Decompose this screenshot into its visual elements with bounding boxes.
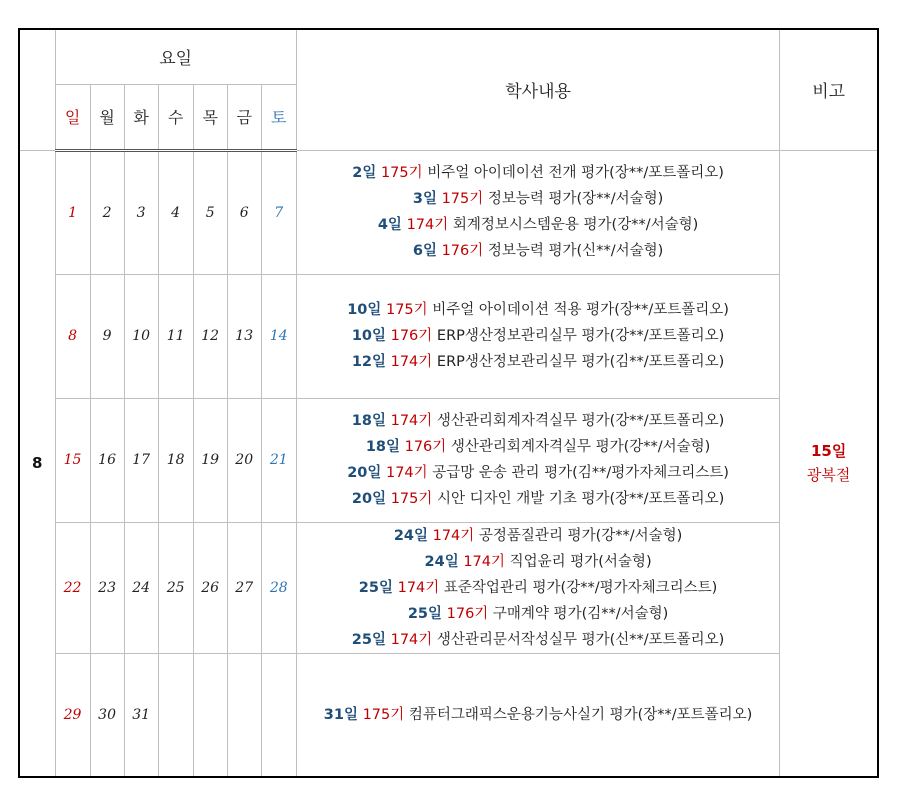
date-cell: 12 — [193, 274, 227, 398]
event-line — [297, 627, 780, 653]
weekday-fri: 금 — [227, 84, 261, 150]
event-day: 18일 — [365, 439, 400, 455]
event-line — [297, 549, 780, 575]
event-day: 10일 — [347, 302, 382, 318]
event-cohort: 175기 — [441, 191, 484, 207]
weekday-thu: 목 — [193, 84, 227, 150]
events-cell — [296, 522, 780, 653]
event-day: 24일 — [424, 553, 459, 570]
event-cohort: 176기 — [404, 439, 447, 455]
event-line — [297, 186, 780, 212]
date-cell: 30 — [90, 653, 124, 777]
remark-title: 비고 — [780, 29, 878, 150]
weekday-mon: 월 — [90, 84, 124, 150]
event-text: 공정품질관리 평가(강**/서술형) — [478, 527, 683, 544]
event-line — [297, 297, 780, 323]
event-cohort: 174기 — [390, 413, 433, 429]
event-line — [297, 212, 780, 238]
event-line — [297, 349, 780, 375]
date-cell: 8 — [55, 274, 90, 398]
weekday-title: 요일 — [55, 29, 296, 84]
events-cell — [296, 398, 780, 522]
date-cell: 10 — [124, 274, 158, 398]
date-cell: 16 — [90, 398, 124, 522]
event-cohort: 174기 — [390, 354, 433, 370]
event-cohort: 176기 — [441, 243, 484, 259]
week-row — [19, 150, 878, 274]
academic-calendar-table — [18, 28, 879, 778]
date-cell: 20 — [227, 398, 261, 522]
holiday-name: 광복절 — [806, 466, 851, 485]
header-row-top — [19, 29, 878, 84]
date-cell: 9 — [90, 274, 124, 398]
event-day: 6일 — [412, 243, 437, 259]
event-text: 표준작업관리 평가(강**/평가자체크리스트) — [443, 579, 718, 596]
event-text: 시안 디자인 개발 기초 평가(장**/포트폴리오) — [436, 491, 725, 507]
date-cell — [158, 653, 193, 777]
date-cell: 3 — [124, 150, 158, 274]
weeks-body — [19, 150, 878, 777]
date-cell: 17 — [124, 398, 158, 522]
event-text: 비주얼 아이데이션 전개 평가(장**/포트폴리오) — [427, 165, 724, 181]
date-cell: 4 — [158, 150, 193, 274]
event-cohort: 176기 — [446, 605, 489, 622]
event-day: 4일 — [377, 217, 402, 233]
weekday-sat: 토 — [261, 84, 296, 150]
event-day: 25일 — [351, 631, 386, 648]
event-text: 컴퓨터그래픽스운용기능사실기 평가(장**/포트폴리오) — [408, 706, 753, 723]
events-cell — [296, 274, 780, 398]
event-cohort: 174기 — [406, 217, 449, 233]
week-row — [19, 653, 878, 777]
event-day: 24일 — [393, 527, 428, 544]
date-cell: 22 — [55, 522, 90, 653]
week-row — [19, 274, 878, 398]
event-day: 31일 — [323, 706, 358, 723]
event-text: 생산관리문서작성실무 평가(신**/포트폴리오) — [436, 631, 725, 648]
event-day: 20일 — [351, 491, 387, 507]
remark-cell — [780, 150, 878, 777]
date-cell: 7 — [261, 150, 296, 274]
event-text: 직업윤리 평가(서술형) — [509, 553, 652, 570]
event-cohort: 175기 — [362, 706, 405, 723]
event-day: 20일 — [347, 465, 382, 481]
event-line — [297, 702, 780, 728]
weekday-sun: 일 — [55, 84, 90, 150]
date-cell: 25 — [158, 522, 193, 653]
events-cell — [296, 653, 780, 777]
event-day: 25일 — [407, 605, 443, 622]
event-text: 정보능력 평가(신**/서술형) — [487, 243, 664, 259]
holiday-date: 15일 — [810, 442, 847, 461]
event-text: ERP생산정보관리실무 평가(김**/포트폴리오) — [436, 354, 725, 370]
event-text: 회계정보시스템운용 평가(강**/서술형) — [452, 217, 699, 233]
event-text: 생산관리회계자격실무 평가(강**/포트폴리오) — [436, 413, 725, 429]
event-day: 2일 — [352, 165, 377, 181]
date-cell: 24 — [124, 522, 158, 653]
date-cell: 5 — [193, 150, 227, 274]
event-day: 12일 — [351, 354, 386, 370]
date-cell: 21 — [261, 398, 296, 522]
date-cell: 31 — [124, 653, 158, 777]
event-cohort: 175기 — [385, 302, 428, 318]
week-row — [19, 522, 878, 653]
date-cell: 27 — [227, 522, 261, 653]
date-cell: 26 — [193, 522, 227, 653]
weekday-wed: 수 — [158, 84, 193, 150]
event-text: 구매계약 평가(김**/서술형) — [492, 605, 669, 622]
event-cohort: 174기 — [390, 631, 433, 648]
date-cell: 6 — [227, 150, 261, 274]
content-title: 학사내용 — [296, 29, 780, 150]
event-line — [297, 460, 780, 486]
date-cell: 29 — [55, 653, 90, 777]
event-line — [297, 523, 780, 549]
event-cohort: 175기 — [380, 165, 423, 181]
date-cell: 1 — [55, 150, 90, 274]
date-cell: 28 — [261, 522, 296, 653]
event-day: 10일 — [351, 328, 386, 344]
event-text: 공급망 운송 관리 평가(김**/평가자체크리스트) — [432, 465, 729, 481]
event-text: 생산관리회계자격실무 평가(강**/서술형) — [450, 439, 711, 455]
event-line — [297, 434, 780, 460]
date-cell: 15 — [55, 398, 90, 522]
date-cell: 13 — [227, 274, 261, 398]
event-line — [297, 408, 780, 434]
event-cohort: 174기 — [397, 579, 440, 596]
event-line — [297, 323, 780, 349]
event-line — [297, 575, 780, 601]
event-line — [297, 160, 780, 186]
date-cell: 23 — [90, 522, 124, 653]
event-line — [297, 486, 780, 512]
events-cell — [296, 150, 780, 274]
date-cell — [261, 653, 296, 777]
date-cell: 19 — [193, 398, 227, 522]
event-day: 3일 — [412, 191, 437, 207]
event-cohort: 176기 — [390, 328, 433, 344]
event-cohort: 174기 — [432, 527, 475, 544]
event-text: 비주얼 아이데이션 적용 평가(장**/포트폴리오) — [432, 302, 729, 318]
event-day: 18일 — [351, 413, 386, 429]
event-text: ERP생산정보관리실무 평가(강**/포트폴리오) — [436, 328, 725, 344]
date-cell: 18 — [158, 398, 193, 522]
date-cell: 11 — [158, 274, 193, 398]
event-cohort: 174기 — [463, 553, 505, 570]
event-line — [297, 238, 780, 264]
date-cell — [227, 653, 261, 777]
month-number: 8 — [19, 150, 55, 777]
event-day: 25일 — [358, 579, 393, 596]
event-text: 정보능력 평가(장**/서술형) — [487, 191, 664, 207]
month-header-cell — [19, 29, 55, 150]
event-cohort: 175기 — [390, 491, 433, 507]
weekday-tue: 화 — [124, 84, 158, 150]
week-row — [19, 398, 878, 522]
event-cohort: 174기 — [385, 465, 428, 481]
date-cell: 14 — [261, 274, 296, 398]
date-cell — [193, 653, 227, 777]
date-cell: 2 — [90, 150, 124, 274]
event-line — [297, 601, 780, 627]
